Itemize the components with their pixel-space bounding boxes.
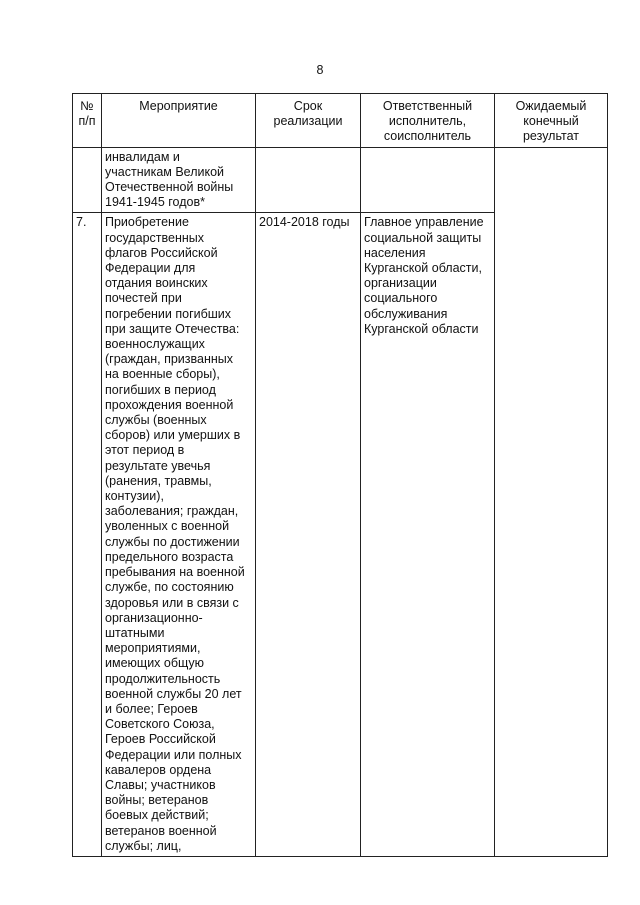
plan-table (72, 93, 608, 857)
row-term (256, 147, 361, 213)
header-result: Ожидаемый конечный результат (495, 94, 608, 148)
row-result (495, 147, 608, 856)
header-event: Мероприятие (102, 94, 256, 148)
row-event: Приобретение государственных флагов Российской Федерации для отдания воинских почестей при погребении погибших при защите Отечества: военнослужащих (граждан, призванных на военные сборы), погибших в период прохождения военной службы (военных сборов) или умерших в этот период в результате увечья (ранения, травмы, контузии), заболевания; граждан, уволенных с военной службы по достижении предельного возраста пребывания на военной службе, по состоянию здоровья или в связи с организационно- штатными мероприятиями, имеющих общую продолжительность военной службы 20 лет и более; Героев Советского Союза, Героев Российской Федерации или полных кавалеров ордена Славы; участников войны; ветеранов боевых действий; ветеранов военной службы; лиц, (102, 213, 256, 857)
page-number: 8 (316, 63, 324, 77)
row-number (73, 147, 102, 213)
row-event: инвалидам и участникам Великой Отечественной войны 1941-1945 годов* (102, 147, 256, 213)
table-header-row (73, 94, 608, 148)
row-number: 7. (73, 213, 102, 857)
header-number: № п/п (73, 94, 102, 148)
row-term: 2014-2018 годы (256, 213, 361, 857)
header-responsible: Ответственный исполнитель, соисполнитель (361, 94, 495, 148)
row-responsible (361, 147, 495, 213)
row-responsible: Главное управление социальной защиты населения Курганской области, организации социального обслуживания Курганской области (361, 213, 495, 857)
table-row (73, 147, 608, 213)
header-term: Срок реализации (256, 94, 361, 148)
